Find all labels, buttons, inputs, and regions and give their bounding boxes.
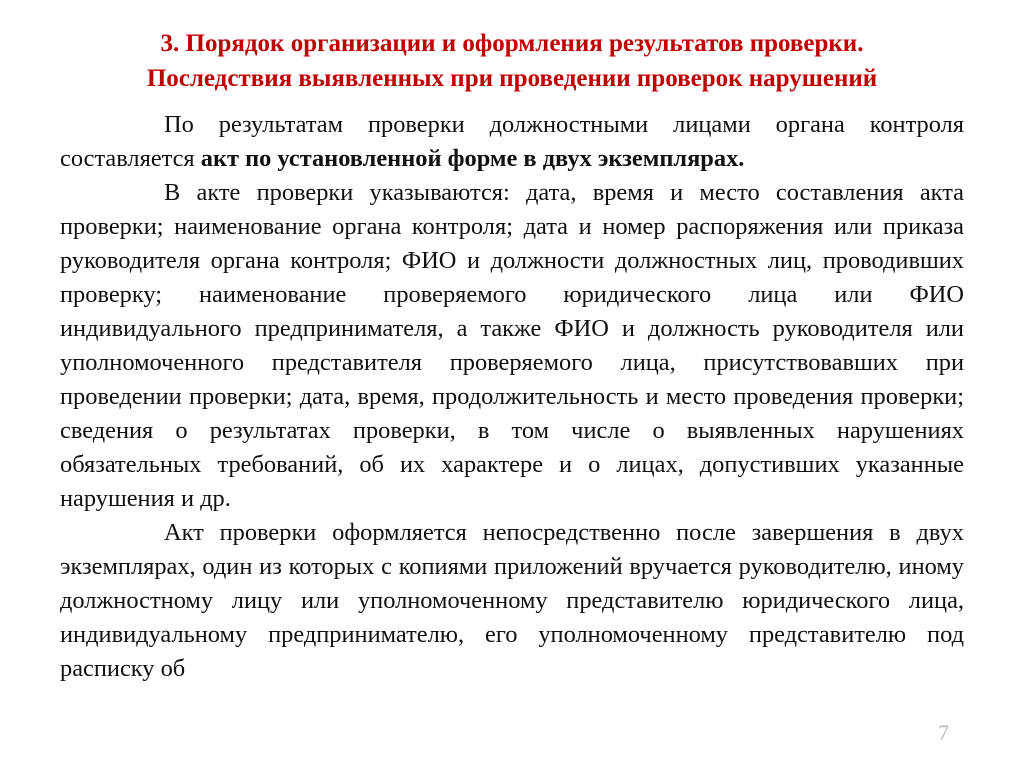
paragraph-act-drafting xyxy=(60,108,964,176)
slide-body xyxy=(60,108,964,686)
page-number: 7 xyxy=(938,720,949,745)
slide-title-line-2: Последствия выявленных при проведении проверок нарушений xyxy=(146,65,878,92)
paragraph-act-drafting-emphasis: акт по установленной форме в двух экземплярах. xyxy=(200,145,745,172)
paragraph-act-drafting-text: По результатам проверки должностными лицами органа контроля составляется xyxy=(60,111,964,172)
paragraph-act-contents: В акте проверки указываются: дата, время и место составления акта проверки; наименование органа контроля; дата и номер распоряжения или приказа руководителя органа контроля; ФИО и должности должностных лиц, проводивших проверку; наименование проверяемого юридического лица или ФИО индивидуального предпринимателя, а также ФИО и должность руководителя или уполномоченного представителя проверяемого лица, присутствовавших при проведении проверки; дата, время, продолжительность и место проведения проверки; сведения о результатах проверки, в том числе о выявленных нарушениях обязательных требований, об их характере и о лицах, допустивших указанные нарушения и др. xyxy=(60,179,964,512)
paragraph-act-execution: Акт проверки оформляется непосредственно после завершения в двух экземплярах, один из которых с копиями приложений вручается руководителю, иному должностному лицу или уполномоченному представителю юридического лица, индивидуальному предпринимателю, его уполномоченному представителю под расписку об xyxy=(60,519,964,682)
slide-title xyxy=(40,26,984,96)
slide-title-line-1: 3. Порядок организации и оформления результатов проверки. xyxy=(160,30,864,57)
